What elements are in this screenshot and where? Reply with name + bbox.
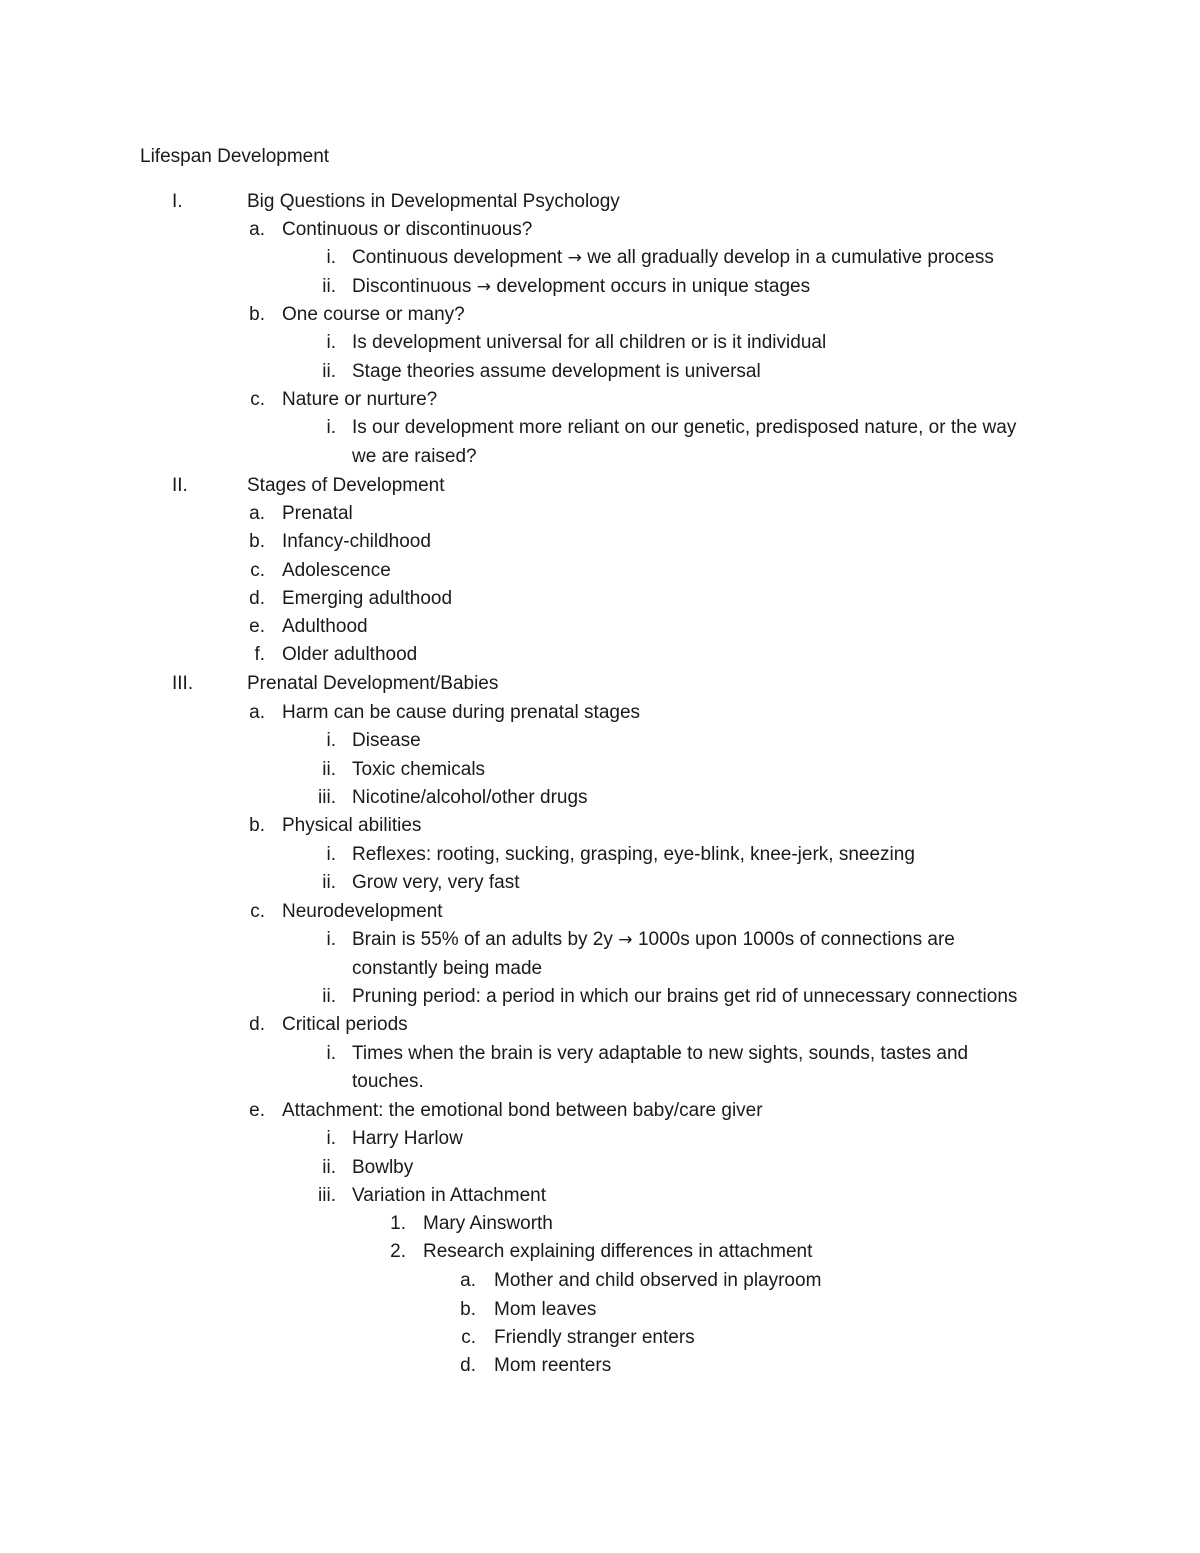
list-item-label: Disease	[352, 730, 421, 751]
arrow-right-icon: →	[471, 277, 497, 297]
list-item-text	[247, 670, 498, 698]
list-marker: f.	[254, 644, 265, 665]
list-item-text	[352, 983, 1017, 1011]
list-marker: i.	[326, 929, 336, 950]
arrow-right-icon: →	[612, 930, 638, 950]
list-item-text	[282, 613, 368, 641]
list-item-label: Neurodevelopment	[282, 901, 443, 922]
list-item-text	[352, 273, 810, 301]
list-item-label: Big Questions in Developmental Psychology	[247, 191, 620, 212]
list-marker: i.	[326, 1043, 336, 1064]
list-item-label-continued: we all gradually develop in a cumulative process	[587, 247, 994, 268]
list-item-label: Toxic chemicals	[352, 759, 486, 780]
list-item-label: Nicotine/alcohol/other drugs	[352, 787, 588, 808]
list-item-text	[282, 585, 452, 613]
list-marker: i.	[326, 844, 336, 865]
list-marker: ii.	[322, 759, 336, 780]
list-marker: a.	[249, 219, 265, 240]
list-marker: iii.	[318, 787, 336, 808]
list-marker: ii.	[322, 1157, 336, 1178]
list-item-text	[423, 1210, 553, 1238]
list-item-text	[247, 188, 620, 216]
list-item-label: Mom leaves	[494, 1299, 597, 1320]
list-marker: c.	[250, 901, 265, 922]
list-marker: b.	[460, 1299, 476, 1320]
list-item-text	[352, 244, 994, 272]
list-item-text	[352, 414, 1016, 442]
list-marker: i.	[326, 417, 336, 438]
list-item-text	[352, 1068, 424, 1096]
list-marker: i.	[326, 1128, 336, 1149]
list-item-text	[352, 869, 520, 897]
list-item-label: Adolescence	[282, 560, 391, 581]
list-marker: ii.	[322, 986, 336, 1007]
list-item-text	[352, 756, 485, 784]
list-item-text	[352, 926, 955, 954]
list-item-label: Prenatal Development/Babies	[247, 673, 499, 694]
list-item-label: Stages of Development	[247, 475, 445, 496]
list-item-text	[494, 1324, 695, 1352]
list-marker: iii.	[318, 1185, 336, 1206]
list-item-text	[282, 898, 443, 926]
list-item-label: Harm can be cause during prenatal stages	[282, 702, 641, 723]
list-item-label: Friendly stranger enters	[494, 1327, 695, 1348]
list-item-label-continued: 1000s upon 1000s of connections are	[637, 929, 955, 950]
list-item-text	[352, 784, 588, 812]
list-item-label: Continuous development	[352, 247, 563, 268]
list-item-label: Discontinuous	[352, 276, 472, 297]
list-marker: b.	[249, 815, 265, 836]
list-marker: 1.	[390, 1213, 406, 1234]
list-item-text	[282, 812, 421, 840]
list-item-text	[494, 1267, 821, 1295]
list-item-text	[352, 329, 826, 357]
list-marker: c.	[461, 1327, 476, 1348]
list-item-text	[282, 386, 437, 414]
list-marker: b.	[249, 531, 265, 552]
list-item-text	[282, 641, 417, 669]
list-item-label: Variation in Attachment	[352, 1185, 546, 1206]
list-marker: a.	[460, 1270, 476, 1291]
list-item-label: Harry Harlow	[352, 1128, 463, 1149]
list-item-label: Stage theories assume development is universal	[352, 361, 761, 382]
list-item-label: Older adulthood	[282, 644, 418, 665]
list-marker: ii.	[322, 276, 336, 297]
list-marker: I.	[172, 191, 183, 212]
list-item-label: Pruning period: a period in which our brains get rid of unnecessary connections	[352, 986, 1018, 1007]
list-marker: a.	[249, 702, 265, 723]
list-item-text	[352, 358, 761, 386]
arrow-right-icon: →	[562, 248, 588, 268]
list-item-label: Times when the brain is very adaptable to new sights, sounds, tastes and	[352, 1043, 969, 1064]
list-item-text	[352, 1125, 463, 1153]
list-marker: c.	[250, 560, 265, 581]
list-item-text	[352, 727, 421, 755]
list-item-text	[352, 841, 915, 869]
list-marker: d.	[249, 588, 265, 609]
list-item-text	[494, 1296, 596, 1324]
list-item-label: Is our development more reliant on our genetic, predisposed nature, or the way	[352, 417, 1017, 438]
list-marker: ii.	[322, 872, 336, 893]
list-item-label: Mary Ainsworth	[423, 1213, 553, 1234]
list-item-label: Mother and child observed in playroom	[494, 1270, 822, 1291]
list-item-label: we are raised?	[352, 446, 477, 467]
list-item-text	[352, 955, 542, 983]
list-item-text	[352, 1154, 413, 1182]
list-item-label: touches.	[352, 1071, 424, 1092]
list-marker: c.	[250, 389, 265, 410]
list-item-text	[352, 443, 477, 471]
list-item-label: Reflexes: rooting, sucking, grasping, eye-blink, knee-jerk, sneezing	[352, 844, 915, 865]
list-item-label: Nature or nurture?	[282, 389, 438, 410]
list-item-label: Infancy-childhood	[282, 531, 431, 552]
list-item-label: Bowlby	[352, 1157, 414, 1178]
list-item-label: Critical periods	[282, 1014, 408, 1035]
list-item-text	[282, 301, 465, 329]
document-title: Lifespan Development	[140, 146, 330, 167]
list-marker: II.	[172, 475, 188, 496]
list-item-label: Prenatal	[282, 503, 353, 524]
list-marker: e.	[249, 616, 265, 637]
list-item-label: Research explaining differences in attachment	[423, 1241, 813, 1262]
list-marker: a.	[249, 503, 265, 524]
list-item-label: Is development universal for all children or is it individual	[352, 332, 827, 353]
list-item-label-continued: development occurs in unique stages	[496, 276, 811, 297]
list-item-text	[494, 1352, 611, 1380]
list-item-text	[423, 1238, 812, 1266]
list-marker: III.	[172, 673, 194, 694]
list-item-text	[352, 1182, 546, 1210]
list-item-text	[352, 1040, 968, 1068]
list-marker: ii.	[322, 361, 336, 382]
list-item-text	[282, 1011, 408, 1039]
list-item-text	[282, 528, 431, 556]
list-item-label: Attachment: the emotional bond between baby/care giver	[282, 1100, 763, 1121]
list-marker: d.	[460, 1355, 476, 1376]
list-item-text	[247, 472, 445, 500]
list-item-label: One course or many?	[282, 304, 465, 325]
list-item-label: Grow very, very fast	[352, 872, 520, 893]
list-item-label: Mom reenters	[494, 1355, 612, 1376]
list-item-label: Physical abilities	[282, 815, 422, 836]
list-item-text	[282, 216, 532, 244]
list-item-label: constantly being made	[352, 958, 543, 979]
list-item-text	[282, 699, 640, 727]
list-marker: e.	[249, 1100, 265, 1121]
list-marker: i.	[326, 247, 336, 268]
list-marker: i.	[326, 730, 336, 751]
list-item-label: Adulthood	[282, 616, 368, 637]
list-marker: i.	[326, 332, 336, 353]
list-item-label: Brain is 55% of an adults by 2y	[352, 929, 613, 950]
list-item-label: Continuous or discontinuous?	[282, 219, 533, 240]
list-marker: b.	[249, 304, 265, 325]
list-item-label: Emerging adulthood	[282, 588, 453, 609]
list-item-text	[282, 500, 353, 528]
list-marker: d.	[249, 1014, 265, 1035]
list-item-text	[282, 1097, 763, 1125]
list-item-text	[282, 557, 391, 585]
list-marker: 2.	[390, 1241, 406, 1262]
